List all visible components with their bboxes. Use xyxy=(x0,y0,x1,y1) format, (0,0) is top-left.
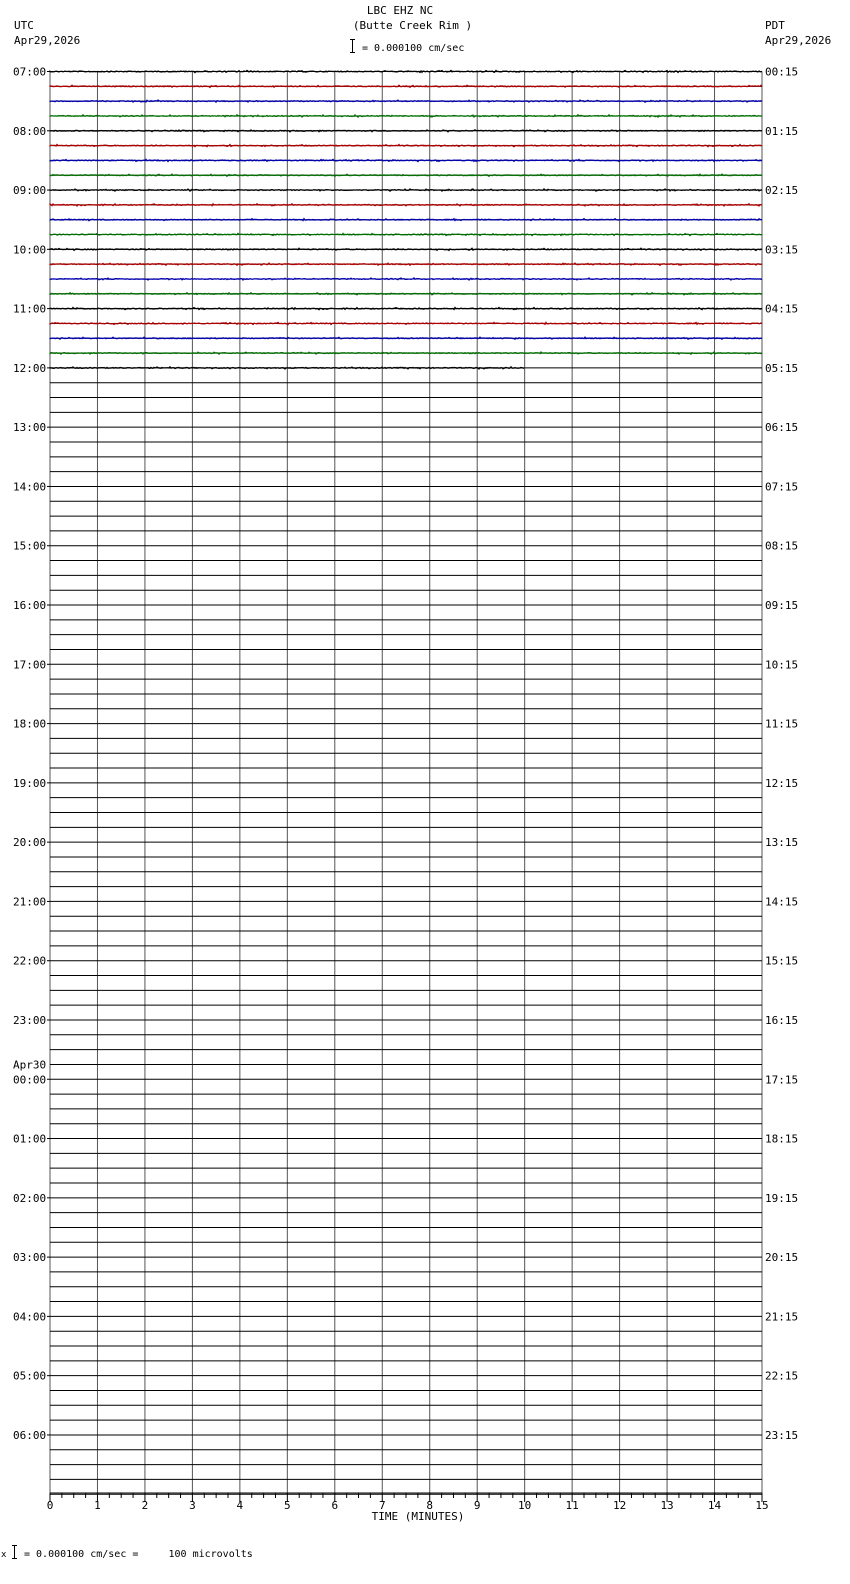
pdt-hour-label: 21:15 xyxy=(765,1310,799,1324)
seismic-trace xyxy=(50,233,762,235)
x-tick-label: 13 xyxy=(660,1499,674,1512)
utc-hour-label: 22:00 xyxy=(13,954,47,968)
utc-hour-label: 12:00 xyxy=(13,361,47,375)
pdt-hour-label: 08:15 xyxy=(765,539,799,553)
utc-hour-label: 18:00 xyxy=(13,717,47,731)
x-tick-label: 8 xyxy=(426,1499,434,1512)
utc-hour-label: 13:00 xyxy=(13,421,47,435)
pdt-hour-label: 23:15 xyxy=(765,1428,799,1442)
utc-hour-label: 21:00 xyxy=(13,895,47,909)
seismic-trace xyxy=(50,145,762,147)
utc-hour-label: 23:00 xyxy=(13,1013,47,1027)
seismic-trace xyxy=(50,263,762,265)
pdt-hour-label: 05:15 xyxy=(765,361,799,375)
pdt-hour-label: 15:15 xyxy=(765,954,799,968)
utc-hour-label: 02:00 xyxy=(13,1191,47,1205)
x-tick-label: 15 xyxy=(755,1499,769,1512)
x-tick-label: 12 xyxy=(612,1499,627,1512)
left-timezone: UTC xyxy=(14,19,34,32)
utc-date-label: Apr30 xyxy=(13,1058,47,1072)
station-location: (Butte Creek Rim ) xyxy=(352,19,473,32)
x-tick-label: 9 xyxy=(473,1499,481,1512)
seismic-trace xyxy=(50,159,762,161)
x-tick-label: 0 xyxy=(46,1499,54,1512)
station-title: LBC EHZ NC xyxy=(366,4,434,17)
x-tick-label: 11 xyxy=(565,1499,579,1512)
utc-hour-label: 16:00 xyxy=(13,599,47,613)
utc-hour-label: 05:00 xyxy=(13,1369,47,1383)
seismic-trace xyxy=(50,70,762,72)
pdt-hour-label: 02:15 xyxy=(765,184,799,198)
seismic-trace xyxy=(50,100,762,102)
seismic-trace xyxy=(50,352,762,354)
utc-hour-label: 17:00 xyxy=(13,658,47,672)
seismic-trace xyxy=(50,85,762,87)
pdt-hour-label: 18:15 xyxy=(765,1132,799,1146)
x-tick-label: 10 xyxy=(518,1499,532,1512)
utc-hour-label: 09:00 xyxy=(13,184,47,198)
utc-hour-label: 19:00 xyxy=(13,776,47,790)
pdt-hour-label: 16:15 xyxy=(765,1013,799,1027)
seismic-trace xyxy=(50,174,762,176)
utc-hour-label: 04:00 xyxy=(13,1310,47,1324)
utc-hour-label: 07:00 xyxy=(13,65,47,79)
pdt-hour-label: 20:15 xyxy=(765,1251,799,1265)
right-timezone: PDT xyxy=(765,19,785,32)
pdt-hour-label: 01:15 xyxy=(765,124,799,138)
pdt-hour-label: 12:15 xyxy=(765,776,799,790)
utc-hour-label: 11:00 xyxy=(13,302,47,316)
utc-hour-label: 20:00 xyxy=(13,836,47,850)
pdt-hour-label: 09:15 xyxy=(765,599,799,613)
utc-hour-label: 06:00 xyxy=(13,1428,47,1442)
footer-mark: x xyxy=(1,1550,7,1560)
seismic-trace xyxy=(50,337,762,339)
pdt-hour-label: 13:15 xyxy=(765,836,799,850)
pdt-hour-label: 00:15 xyxy=(765,65,799,79)
right-date: Apr29,2026 xyxy=(765,34,832,47)
footer-scale-text: = 0.000100 cm/sec = 100 microvolts xyxy=(24,1549,253,1560)
pdt-hour-label: 19:15 xyxy=(765,1191,799,1205)
utc-hour-label: 10:00 xyxy=(13,243,47,257)
x-tick-label: 4 xyxy=(236,1499,244,1512)
pdt-hour-label: 04:15 xyxy=(765,302,799,316)
utc-hour-label: 14:00 xyxy=(13,480,47,494)
seismic-trace xyxy=(50,278,762,280)
x-tick-label: 2 xyxy=(141,1499,149,1512)
x-tick-label: 7 xyxy=(378,1499,386,1512)
seismic-trace xyxy=(50,189,762,191)
seismic-trace xyxy=(50,130,762,132)
x-tick-label: 14 xyxy=(707,1499,722,1512)
seismic-trace xyxy=(50,308,762,310)
pdt-hour-label: 10:15 xyxy=(765,658,799,672)
pdt-hour-label: 06:15 xyxy=(765,421,799,435)
seismic-trace xyxy=(50,293,762,295)
pdt-hour-label: 07:15 xyxy=(765,480,799,494)
seismic-trace xyxy=(50,219,762,221)
pdt-hour-label: 11:15 xyxy=(765,717,799,731)
x-axis-label: TIME (MINUTES) xyxy=(371,1510,465,1523)
x-tick-label: 3 xyxy=(189,1499,196,1512)
left-date: Apr29,2026 xyxy=(14,34,81,47)
utc-hour-label: 03:00 xyxy=(13,1251,47,1265)
footer-scale-bar-icon xyxy=(14,1545,15,1559)
utc-hour-label: 01:00 xyxy=(13,1132,47,1146)
x-tick-label: 1 xyxy=(94,1499,101,1512)
x-tick-label: 5 xyxy=(284,1499,291,1512)
pdt-hour-label: 22:15 xyxy=(765,1369,799,1383)
seismic-trace xyxy=(50,248,762,250)
pdt-hour-label: 03:15 xyxy=(765,243,799,257)
pdt-hour-label: 14:15 xyxy=(765,895,799,909)
utc-hour-label: 00:00 xyxy=(13,1073,47,1087)
x-tick-label: 6 xyxy=(331,1499,339,1512)
scale-text: = 0.000100 cm/sec xyxy=(362,43,465,54)
utc-hour-label: 08:00 xyxy=(13,124,47,138)
seismic-trace xyxy=(50,115,762,117)
pdt-hour-label: 17:15 xyxy=(765,1073,799,1087)
utc-hour-label: 15:00 xyxy=(13,539,47,553)
